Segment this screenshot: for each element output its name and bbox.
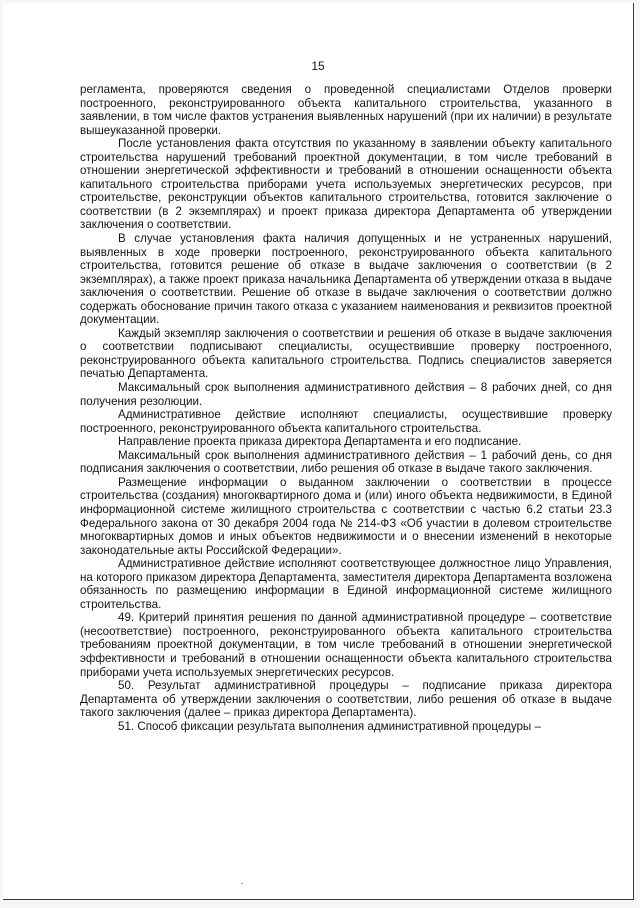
paragraph-deadline-8-days: Максимальный срок выполнения административного действия – 8 рабочих дней, со дня получения резолюции. <box>80 381 612 408</box>
scan-speck <box>241 883 243 884</box>
paragraph-signing: Каждый экземпляр заключения о соответствии и решения об отказе в выдаче заключения о соответствии подписывают специалисты, осуществившие проверку построенного, реконструированного объекта капитального строительства. Подпись специалистов заверяется печатью Департамента. <box>80 326 612 381</box>
paragraph-refusal-decision: В случае установления факта наличия допущенных и не устраненных нарушений, выявленных в ходе проверки построенного, реконструированного объекта капитального строительства, готовится решение об отказе в выдаче заключения о соответствии (в 2 экземплярах), а также проект приказа начальника Департамента об утверждении отказа в выдаче заключения о соответствии. Решение об отказе в выдаче заключения о соответствии должно содержать обоснование причин такого отказа с указанием наименования и реквизитов проектной документации. <box>80 232 612 327</box>
paragraph-continuation: регламента, проверяются сведения о проведенной специалистами Отделов проверки построенного, реконструированного объекта капитального строительства, указанного в заявлении, в том числе фактов устранения выявленных нарушений (при их наличии) в результате вышеуказанной проверки. <box>80 83 612 137</box>
paragraph-item-50: 50. Результат административной процедуры – подписание приказа директора Департамента об утверждении заключения о соответствии, либо решения об отказе в выдаче такого заключения (далее – приказ директора Департамента). <box>80 679 612 720</box>
paragraph-conclusion-prepared: После установления факта отсутствия по указанному в заявлении объекту капитального строительства нарушений требований проектной документации, в том числе требований в отношении энергетической эффективности и требований в отношении оснащенности объекта капитального строительства приборами учета используемых энергетических ресурсов, при строительстве, реконструкции объектов капитального строительства, готовится заключение о соответствии (в 2 экземплярах) и проект приказа директора Департамента об утверждении заключения о соответствии. <box>80 137 612 232</box>
paragraph-information-posting: Размещение информации о выданном заключении о соответствии в процессе строительства (создания) многоквартирного дома и (или) иного объекта недвижимости, в Единой информационной системе жилищного строительства с соответствии с частью 6.2 статьи 23.3 Федерального закона от 30 декабря 2004 года № 214-ФЗ «Об участии в долевом строительстве многоквартирных домов и иных объектов недвижимости и о внесении изменений в некоторые законодательные акты Российской Федерации». <box>80 475 612 557</box>
paragraph-item-49: 49. Критерий принятия решения по данной административной процедуре – соответствие (несоответствие) построенного, реконструированного объекта капитального строительства требованиям проектной документации, в том числе требований в отношении энергетической эффективности и требований в отношении оснащенности объекта капитального строительства приборами учета используемых энергетических ресурсов. <box>80 611 612 679</box>
paragraph-performers: Административное действие исполняют специалисты, осуществившие проверку построенного, реконструированного объекта капитального строительства. <box>80 408 612 435</box>
paragraph-posting-official: Административное действие исполняют соответствующее должностное лицо Управления, на которого приказом директора Департамента, заместителя директора Департамента возложена обязанность по размещению информации в Единой информационной системе жилищного строительства. <box>80 557 612 611</box>
paragraph-deadline-1-day: Максимальный срок выполнения административного действия – 1 рабочий день, со дня подписания заключения о соответствии, либо решения об отказе в выдаче такого заключения. <box>80 448 612 476</box>
document-page <box>3 3 634 900</box>
paragraph-item-51: 51. Способ фиксации результата выполнения административной процедуры – <box>118 719 541 733</box>
page-number: 15 <box>311 59 325 73</box>
body-text <box>80 83 612 733</box>
paragraph-order-signing: Направление проекта приказа директора Департамента и его подписание. <box>118 435 522 449</box>
